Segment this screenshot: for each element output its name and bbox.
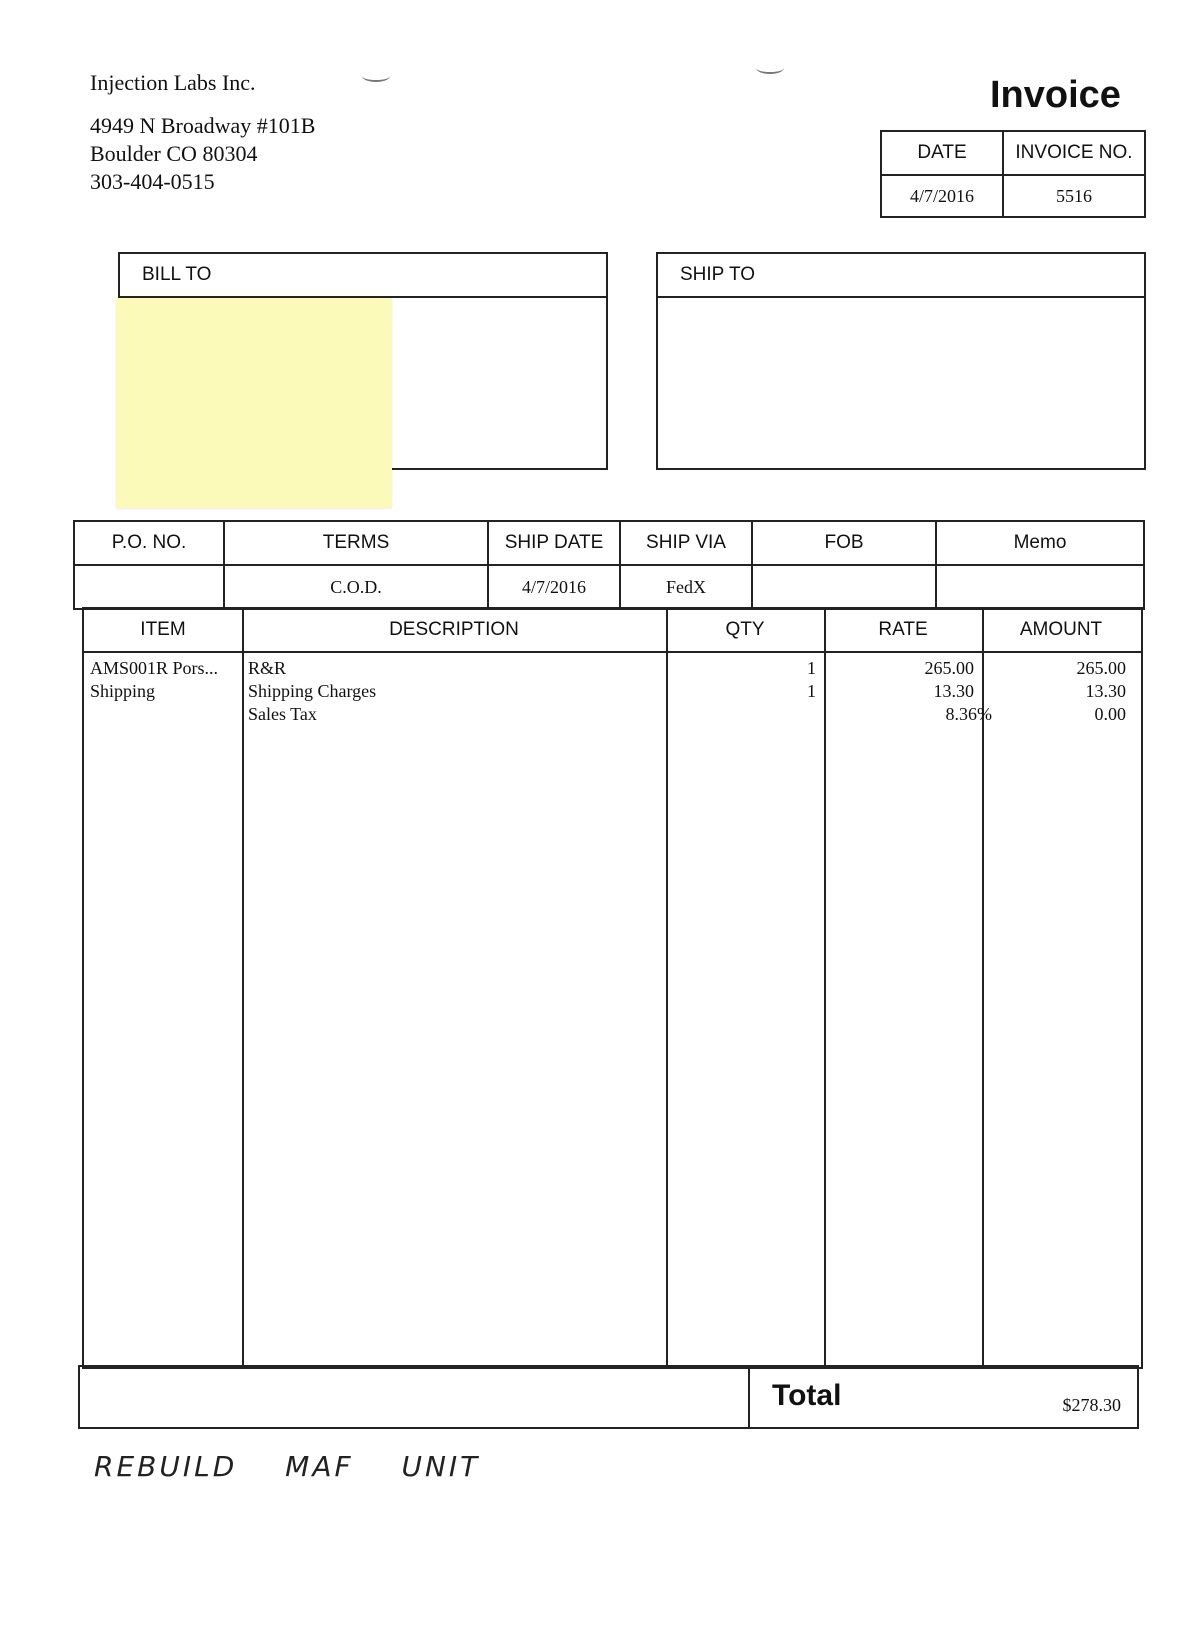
fob-header: FOB [752, 521, 936, 565]
rate-column-header: RATE [878, 619, 928, 640]
ship-date-header: SHIP DATE [488, 521, 620, 565]
fob-value [752, 565, 936, 609]
company-address [90, 112, 315, 196]
sticky-note-redaction [116, 298, 392, 508]
company-address-line2: Boulder CO 80304 [90, 141, 258, 166]
ship-date-value: 4/7/2016 [488, 565, 620, 609]
ship-to-box [656, 252, 1146, 470]
punch-hole-mark [756, 62, 784, 74]
description-column-header: DESCRIPTION [389, 619, 519, 640]
punch-hole-mark [362, 70, 390, 82]
po-no-value [74, 565, 224, 609]
date-invoice-table [880, 130, 1146, 218]
column-divider [666, 609, 668, 1367]
row-rate: 265.00 [924, 658, 974, 678]
order-info-table [73, 520, 1145, 610]
company-address-line1: 4949 N Broadway #101B [90, 113, 316, 138]
row-amount: 0.00 [1094, 704, 1126, 724]
qty-column-header: QTY [725, 619, 765, 640]
invoice-number: 5516 [1003, 175, 1145, 217]
row-qty: 1 [807, 658, 816, 678]
date-header: DATE [881, 131, 1003, 175]
bill-to-label: BILL TO [120, 254, 606, 298]
po-no-header: P.O. NO. [74, 521, 224, 565]
handwritten-note: REBUILD MAF UNIT [94, 1450, 481, 1483]
column-divider [242, 609, 244, 1367]
memo-header: Memo [936, 521, 1144, 565]
invoice-date: 4/7/2016 [881, 175, 1003, 217]
row-amount: 13.30 [1085, 681, 1126, 701]
terms-header: TERMS [224, 521, 488, 565]
ship-via-header: SHIP VIA [620, 521, 752, 565]
row-description: Shipping Charges [248, 681, 377, 701]
total-amount: $278.30 [1062, 1395, 1121, 1415]
total-label: Total [772, 1379, 842, 1412]
row-rate: 13.30 [933, 681, 974, 701]
terms-value: C.O.D. [224, 565, 488, 609]
memo-value [936, 565, 1144, 609]
row-item: Shipping [90, 681, 156, 701]
row-description: R&R [248, 658, 287, 678]
company-name: Injection Labs Inc. [90, 70, 256, 95]
ship-via-value: FedX [620, 565, 752, 609]
amount-column-header: AMOUNT [1019, 619, 1103, 640]
ship-to-label: SHIP TO [658, 254, 1144, 298]
row-description: Sales Tax [248, 704, 317, 724]
line-items-table [82, 607, 1143, 1369]
company-phone: 303-404-0515 [90, 169, 215, 194]
total-row [78, 1365, 1139, 1429]
row-amount: 265.00 [1076, 658, 1126, 678]
row-rate: 8.36% [945, 704, 992, 724]
total-divider [748, 1367, 750, 1427]
row-qty: 1 [807, 681, 816, 701]
document-title: Invoice [990, 74, 1121, 116]
row-item: AMS001R Pors... [90, 658, 219, 678]
item-column-header: ITEM [140, 619, 186, 640]
invoice-no-header: INVOICE NO. [1003, 131, 1145, 175]
